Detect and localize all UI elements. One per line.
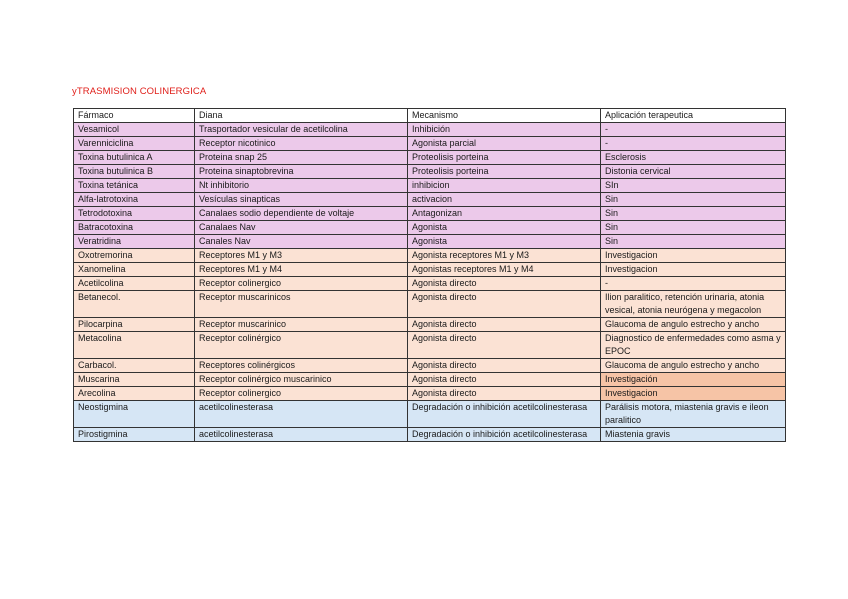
cell-aplicacion: Sin — [601, 235, 786, 249]
cell-mecanismo: inhibicion — [408, 179, 601, 193]
page-title: yTRASMISION COLINERGICA — [72, 86, 207, 97]
cell-mecanismo: Agonista directo — [408, 277, 601, 291]
cell-mecanismo: Agonista directo — [408, 291, 601, 318]
cell-mecanismo: Agonista directo — [408, 359, 601, 373]
cell-aplicacion: Investigacion — [601, 263, 786, 277]
cell-mecanismo: Inhibición — [408, 123, 601, 137]
cell-mecanismo: Degradación o inhibición acetilcolinesterasa — [408, 401, 601, 428]
cell-mecanismo: Agonista directo — [408, 387, 601, 401]
cell-farmaco: Neostigmina — [74, 401, 195, 428]
cell-mecanismo: Agonista directo — [408, 332, 601, 359]
cell-farmaco: Carbacol. — [74, 359, 195, 373]
cell-diana: Receptor colinérgico — [195, 332, 408, 359]
cell-diana: Proteina sinaptobrevina — [195, 165, 408, 179]
cell-diana: Trasportador vesicular de acetilcolina — [195, 123, 408, 137]
cell-diana: Receptor colinergico — [195, 277, 408, 291]
cell-farmaco: Arecolina — [74, 387, 195, 401]
cell-aplicacion: Sin — [601, 221, 786, 235]
table-row — [74, 151, 786, 165]
cell-aplicacion: SIn — [601, 179, 786, 193]
table-body — [74, 123, 786, 442]
column-header-diana: Diana — [195, 109, 408, 123]
cell-farmaco: Alfa-latrotoxina — [74, 193, 195, 207]
cell-farmaco: Toxina butulinica A — [74, 151, 195, 165]
cell-diana: acetilcolinesterasa — [195, 428, 408, 442]
table-row — [74, 179, 786, 193]
cell-aplicacion: Miastenia gravis — [601, 428, 786, 442]
table-row — [74, 263, 786, 277]
cell-aplicacion: - — [601, 137, 786, 151]
cell-farmaco: Batracotoxina — [74, 221, 195, 235]
cell-farmaco: Toxina tetánica — [74, 179, 195, 193]
cell-aplicacion: - — [601, 277, 786, 291]
cell-farmaco: Toxina butulinica B — [74, 165, 195, 179]
cell-diana: Nt inhibitorio — [195, 179, 408, 193]
column-header-aplicacion: Aplicación terapeutica — [601, 109, 786, 123]
cell-aplicacion: Distonia cervical — [601, 165, 786, 179]
cell-farmaco: Vesamicol — [74, 123, 195, 137]
column-header-farmaco: Fármaco — [74, 109, 195, 123]
table-row — [74, 291, 786, 318]
cell-farmaco: Pilocarpina — [74, 318, 195, 332]
cell-diana: Canales Nav — [195, 235, 408, 249]
cell-mecanismo: activacion — [408, 193, 601, 207]
cell-mecanismo: Agonista parcial — [408, 137, 601, 151]
table-row — [74, 428, 786, 442]
cell-farmaco: Pirostigmina — [74, 428, 195, 442]
cell-aplicacion: Investigacion — [601, 387, 786, 401]
cell-aplicacion: Glaucoma de angulo estrecho y ancho — [601, 318, 786, 332]
table-row — [74, 318, 786, 332]
cell-farmaco: Metacolina — [74, 332, 195, 359]
cell-aplicacion: Parálisis motora, miastenia gravis e ileon paralitico — [601, 401, 786, 428]
cell-mecanismo: Proteolisis porteina — [408, 151, 601, 165]
cell-diana: Receptor muscarinico — [195, 318, 408, 332]
cell-mecanismo: Agonista receptores M1 y M3 — [408, 249, 601, 263]
cell-aplicacion: Investigacion — [601, 249, 786, 263]
cell-mecanismo: Agonista directo — [408, 373, 601, 387]
cell-diana: Receptores M1 y M3 — [195, 249, 408, 263]
cell-diana: Receptores colinérgicos — [195, 359, 408, 373]
cell-diana: Canalaes sodio dependiente de voltaje — [195, 207, 408, 221]
table-row — [74, 249, 786, 263]
cell-farmaco: Veratridina — [74, 235, 195, 249]
table-row — [74, 165, 786, 179]
table-row — [74, 359, 786, 373]
cell-diana: Receptor nicotinico — [195, 137, 408, 151]
cell-diana: Receptor muscarinicos — [195, 291, 408, 318]
cell-aplicacion: Investigación — [601, 373, 786, 387]
cell-mecanismo: Agonista — [408, 221, 601, 235]
table-row — [74, 193, 786, 207]
cell-aplicacion: Glaucoma de angulo estrecho y ancho — [601, 359, 786, 373]
cell-farmaco: Varenniciclina — [74, 137, 195, 151]
cell-diana: Canalaes Nav — [195, 221, 408, 235]
cell-farmaco: Xanomelina — [74, 263, 195, 277]
cell-diana: Vesículas sinapticas — [195, 193, 408, 207]
table-row — [74, 332, 786, 359]
cell-diana: Receptores M1 y M4 — [195, 263, 408, 277]
cell-diana: Proteina snap 25 — [195, 151, 408, 165]
cell-farmaco: Oxotremorina — [74, 249, 195, 263]
table-row — [74, 387, 786, 401]
cell-mecanismo: Proteolisis porteina — [408, 165, 601, 179]
table-row — [74, 207, 786, 221]
cell-aplicacion: Ilion paralitico, retención urinaria, atonia vesical, atonia neurógena y megacolon — [601, 291, 786, 318]
column-header-mecanismo: Mecanismo — [408, 109, 601, 123]
table-row — [74, 221, 786, 235]
cell-mecanismo: Antagonizan — [408, 207, 601, 221]
cell-diana: Receptor colinergico — [195, 387, 408, 401]
table-row — [74, 235, 786, 249]
cell-mecanismo: Agonista directo — [408, 318, 601, 332]
cell-aplicacion: Sin — [601, 193, 786, 207]
cell-diana: Receptor colinérgico muscarinico — [195, 373, 408, 387]
cell-aplicacion: Sin — [601, 207, 786, 221]
table-row — [74, 123, 786, 137]
table-row — [74, 401, 786, 428]
cell-mecanismo: Agonista — [408, 235, 601, 249]
table-row — [74, 373, 786, 387]
cell-farmaco: Acetilcolina — [74, 277, 195, 291]
table-row — [74, 277, 786, 291]
cell-mecanismo: Degradación o inhibición acetilcolinesterasa — [408, 428, 601, 442]
cell-mecanismo: Agonistas receptores M1 y M4 — [408, 263, 601, 277]
drug-table — [73, 108, 786, 442]
cell-farmaco: Betanecol. — [74, 291, 195, 318]
table-row — [74, 137, 786, 151]
cell-diana: acetilcolinesterasa — [195, 401, 408, 428]
cell-farmaco: Muscarina — [74, 373, 195, 387]
cell-aplicacion: - — [601, 123, 786, 137]
cell-aplicacion: Diagnostico de enfermedades como asma y EPOC — [601, 332, 786, 359]
cell-farmaco: Tetrodotoxina — [74, 207, 195, 221]
cell-aplicacion: Esclerosis — [601, 151, 786, 165]
table-header-row — [74, 109, 786, 123]
